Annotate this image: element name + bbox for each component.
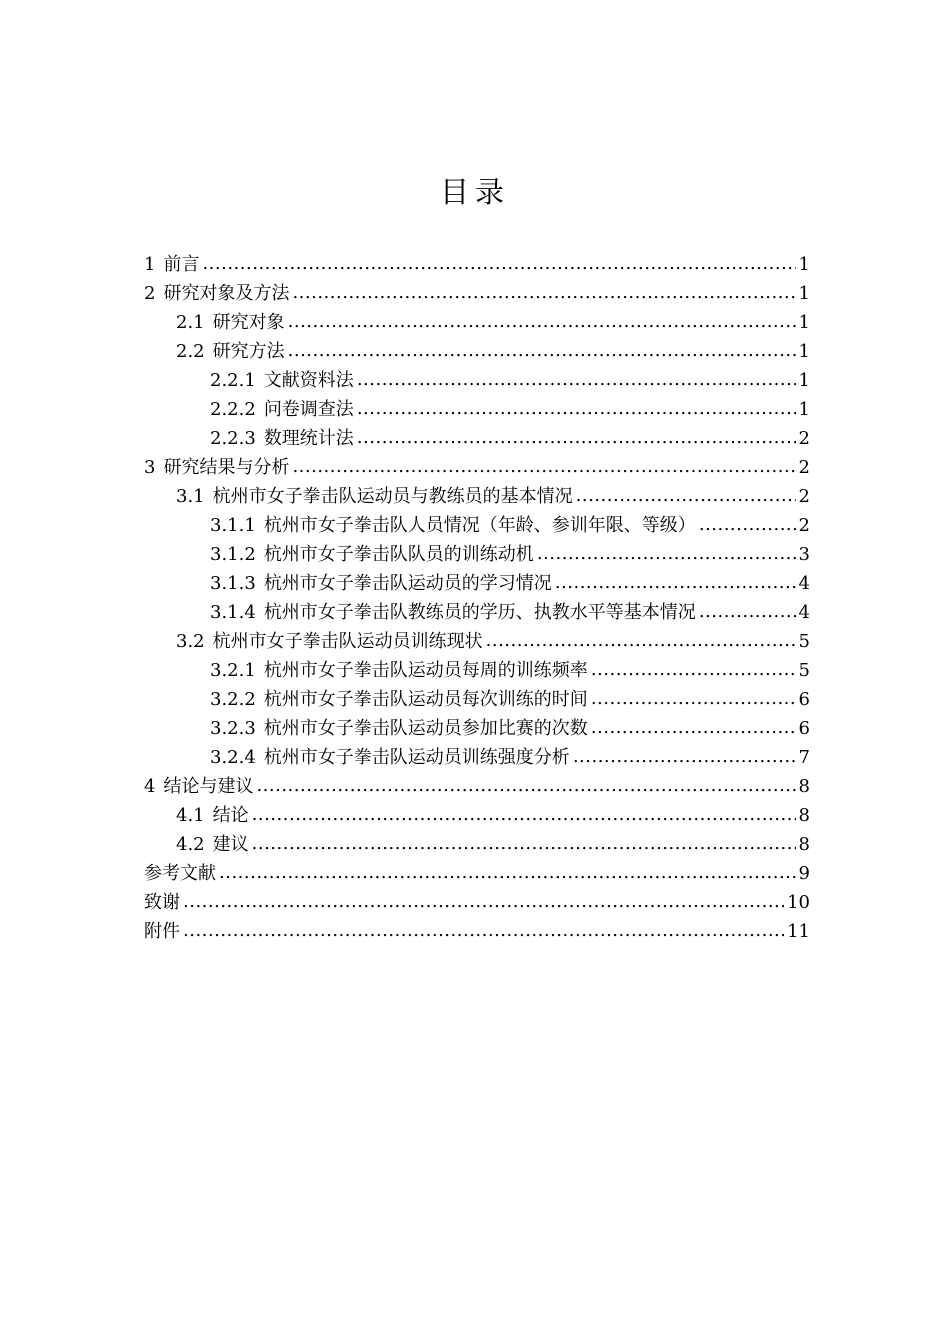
toc-entry[interactable]	[144, 598, 810, 627]
dot-leader	[555, 568, 796, 597]
toc-entry-label: 研究方法	[212, 341, 285, 362]
toc-entry[interactable]	[144, 250, 810, 279]
toc-entry-page-number: 4	[798, 573, 810, 594]
toc-entry[interactable]	[144, 366, 810, 395]
toc-entry[interactable]	[144, 830, 810, 859]
toc-entry-page-number: 2	[798, 428, 810, 449]
dot-leader	[591, 684, 796, 713]
dot-leader	[576, 481, 796, 510]
toc-entry-number: 3.2	[176, 631, 205, 652]
dot-leader	[573, 742, 796, 771]
toc-entry-number: 3.1.4	[210, 602, 256, 623]
dot-leader	[357, 365, 796, 394]
toc-entry[interactable]	[144, 685, 810, 714]
toc-entry-number: 3	[144, 457, 156, 478]
toc-entry-page-number: 2	[798, 515, 810, 536]
toc-entry-page-number: 10	[787, 892, 810, 913]
toc-entry-page-number: 5	[798, 660, 810, 681]
toc-entry-number: 4	[144, 776, 156, 797]
toc-entry[interactable]	[144, 772, 810, 801]
toc-entry[interactable]	[144, 743, 810, 772]
toc-entry-number: 2.2	[176, 341, 205, 362]
dot-leader	[183, 916, 784, 945]
toc-entry[interactable]	[144, 627, 810, 656]
toc-entry-number: 1	[144, 254, 156, 275]
toc-entry-number: 3.1.1	[210, 515, 256, 536]
toc-entry-page-number: 1	[798, 341, 810, 362]
toc-entry-page-number: 4	[798, 602, 810, 623]
dot-leader	[537, 539, 796, 568]
toc-entry-label: 杭州市女子拳击队运动员的学习情况	[263, 573, 552, 594]
dot-leader	[288, 336, 796, 365]
toc-entry-number: 3.2.1	[210, 660, 256, 681]
toc-entry-number: 3.1.2	[210, 544, 256, 565]
toc-entry[interactable]	[144, 917, 810, 946]
toc-entry-label: 数理统计法	[263, 428, 354, 449]
toc-entry-page-number: 1	[798, 283, 810, 304]
toc-entry-page-number: 11	[787, 921, 810, 942]
toc-entry-label: 杭州市女子拳击队运动员每次训练的时间	[263, 689, 588, 710]
toc-entry[interactable]	[144, 337, 810, 366]
toc-entry-number: 4.2	[176, 834, 205, 855]
dot-leader	[591, 713, 796, 742]
toc-entry-label: 研究对象及方法	[163, 283, 290, 304]
toc-entry-label: 杭州市女子拳击队运动员训练强度分析	[263, 747, 570, 768]
toc-entry-page-number: 8	[798, 834, 810, 855]
toc-entry-page-number: 8	[798, 805, 810, 826]
toc-entry-label: 结论	[212, 805, 249, 826]
toc-entry[interactable]	[144, 656, 810, 685]
toc-entry-number: 2.2.3	[210, 428, 256, 449]
toc-entry-label: 附件	[144, 921, 180, 942]
toc-entry-label: 参考文献	[144, 863, 216, 884]
toc-entry-page-number: 1	[798, 254, 810, 275]
toc-entry-page-number: 6	[798, 689, 810, 710]
toc-entry-label: 杭州市女子拳击队队员的训练动机	[263, 544, 534, 565]
dot-leader	[202, 249, 795, 278]
toc-entry[interactable]	[144, 424, 810, 453]
dot-leader	[486, 626, 796, 655]
dot-leader	[252, 829, 796, 858]
toc-entry-number: 2	[144, 283, 156, 304]
toc-entry-page-number: 1	[798, 312, 810, 333]
toc-entry[interactable]	[144, 279, 810, 308]
toc-entry-label: 杭州市女子拳击队人员情况（年龄、参训年限、等级）	[263, 515, 696, 536]
dot-leader	[591, 655, 796, 684]
toc-entry-label: 杭州市女子拳击队运动员参加比赛的次数	[263, 718, 588, 739]
toc-title: 目录	[439, 175, 510, 209]
toc-entry-label: 研究对象	[212, 312, 285, 333]
toc-entry-label: 杭州市女子拳击队运动员训练现状	[212, 631, 483, 652]
toc-entry-page-number: 8	[798, 776, 810, 797]
toc-entry[interactable]	[144, 453, 810, 482]
toc-entry-page-number: 1	[798, 370, 810, 391]
toc-entry-page-number: 1	[798, 399, 810, 420]
toc-entry-number: 2.2.2	[210, 399, 256, 420]
toc-entry-number: 2.1	[176, 312, 205, 333]
toc-entry-page-number: 2	[798, 486, 810, 507]
dot-leader	[699, 510, 796, 539]
dot-leader	[219, 858, 796, 887]
toc-entry-page-number: 5	[798, 631, 810, 652]
toc-entry[interactable]	[144, 714, 810, 743]
toc-entry-page-number: 7	[798, 747, 810, 768]
toc-entry[interactable]	[144, 395, 810, 424]
toc-entry-page-number: 3	[798, 544, 810, 565]
toc-entry-number: 3.1	[176, 486, 205, 507]
dot-leader	[256, 771, 795, 800]
dot-leader	[252, 800, 796, 829]
toc-entry-label: 问卷调查法	[263, 399, 354, 420]
toc-entry-page-number: 6	[798, 718, 810, 739]
toc-entry[interactable]	[144, 569, 810, 598]
toc-entry[interactable]	[144, 308, 810, 337]
dot-leader	[357, 394, 796, 423]
toc-entry-number: 3.2.3	[210, 718, 256, 739]
toc-entry-label: 研究结果与分析	[163, 457, 290, 478]
toc-entry[interactable]	[144, 801, 810, 830]
toc-entry-label: 杭州市女子拳击队教练员的学历、执教水平等基本情况	[263, 602, 696, 623]
toc-entry-label: 杭州市女子拳击队运动员与教练员的基本情况	[212, 486, 573, 507]
toc-entry[interactable]	[144, 859, 810, 888]
toc-entry-number: 3.2.4	[210, 747, 256, 768]
toc-entry-label: 结论与建议	[163, 776, 254, 797]
toc-entry-label: 文献资料法	[263, 370, 354, 391]
toc-entry-label: 建议	[212, 834, 249, 855]
toc-entry-number: 3.1.3	[210, 573, 256, 594]
toc-entry[interactable]	[144, 482, 810, 511]
dot-leader	[292, 452, 795, 481]
toc-entry[interactable]	[144, 540, 810, 569]
toc-entry-number: 3.2.2	[210, 689, 256, 710]
toc-entry-number: 2.2.1	[210, 370, 256, 391]
table-of-contents	[144, 250, 810, 946]
dot-leader	[357, 423, 796, 452]
dot-leader	[288, 307, 796, 336]
dot-leader	[699, 597, 796, 626]
toc-entry-page-number: 2	[798, 457, 810, 478]
toc-entry[interactable]	[144, 511, 810, 540]
toc-entry-page-number: 9	[798, 863, 810, 884]
toc-entry-number: 4.1	[176, 805, 205, 826]
toc-entry-label: 致谢	[144, 892, 180, 913]
toc-entry-label: 杭州市女子拳击队运动员每周的训练频率	[263, 660, 588, 681]
dot-leader	[292, 278, 795, 307]
toc-entry[interactable]	[144, 888, 810, 917]
dot-leader	[183, 887, 784, 916]
toc-entry-label: 前言	[163, 254, 200, 275]
